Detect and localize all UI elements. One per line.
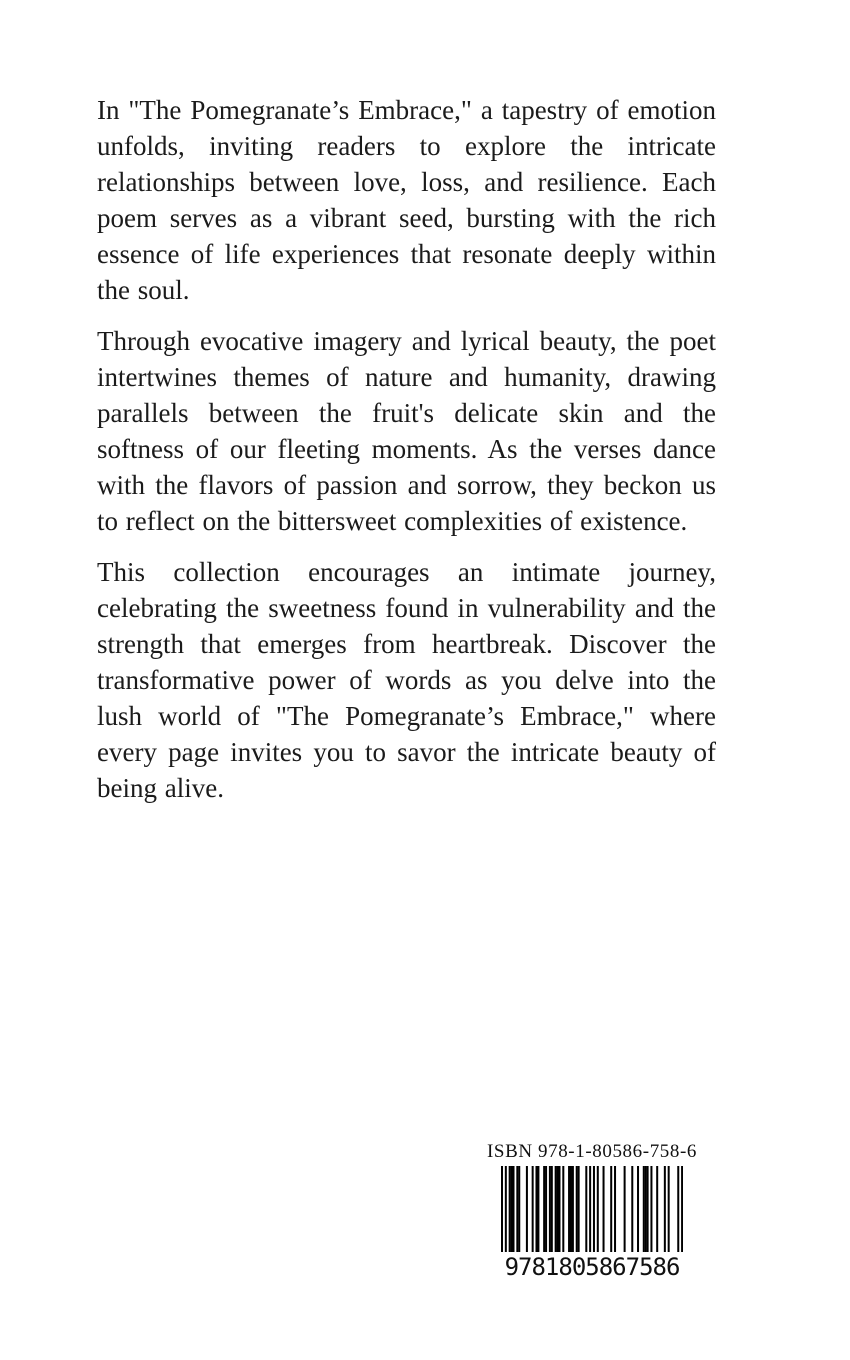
ean13-barcode-icon <box>501 1166 683 1252</box>
isbn-label: ISBN 978-1-80586-758-6 <box>486 1141 698 1162</box>
isbn-digits: 9781805867586 <box>504 1253 680 1281</box>
isbn-barcode-block <box>482 1140 702 1280</box>
synopsis <box>97 92 716 821</box>
synopsis-paragraph-2: Through evocative imagery and lyrical beauty, the poet intertwines themes of nature and humanity, drawing parallels between the fruit's delicate skin and the softness of our fleeting moments. As the verses dance with the flavors of passion and sorrow, they beckon us to reflect on the bittersweet complexities of existence. <box>97 326 716 536</box>
synopsis-paragraph-3: This collection encourages an intimate journey, celebrating the sweetness found in vulnerability and the strength that emerges from heartbreak. Discover the transformative power of words as you delve into the lush world of "The Pomegranate’s Embrace," where every page invites you to savor the intricate beauty of being alive. <box>97 557 716 803</box>
synopsis-paragraph-1: In "The Pomegranate’s Embrace," a tapestry of emotion unfolds, inviting readers to explore the intricate relationships between love, loss, and resilience. Each poem serves as a vibrant seed, bursting with the rich essence of life experiences that resonate deeply within the soul. <box>97 95 716 305</box>
